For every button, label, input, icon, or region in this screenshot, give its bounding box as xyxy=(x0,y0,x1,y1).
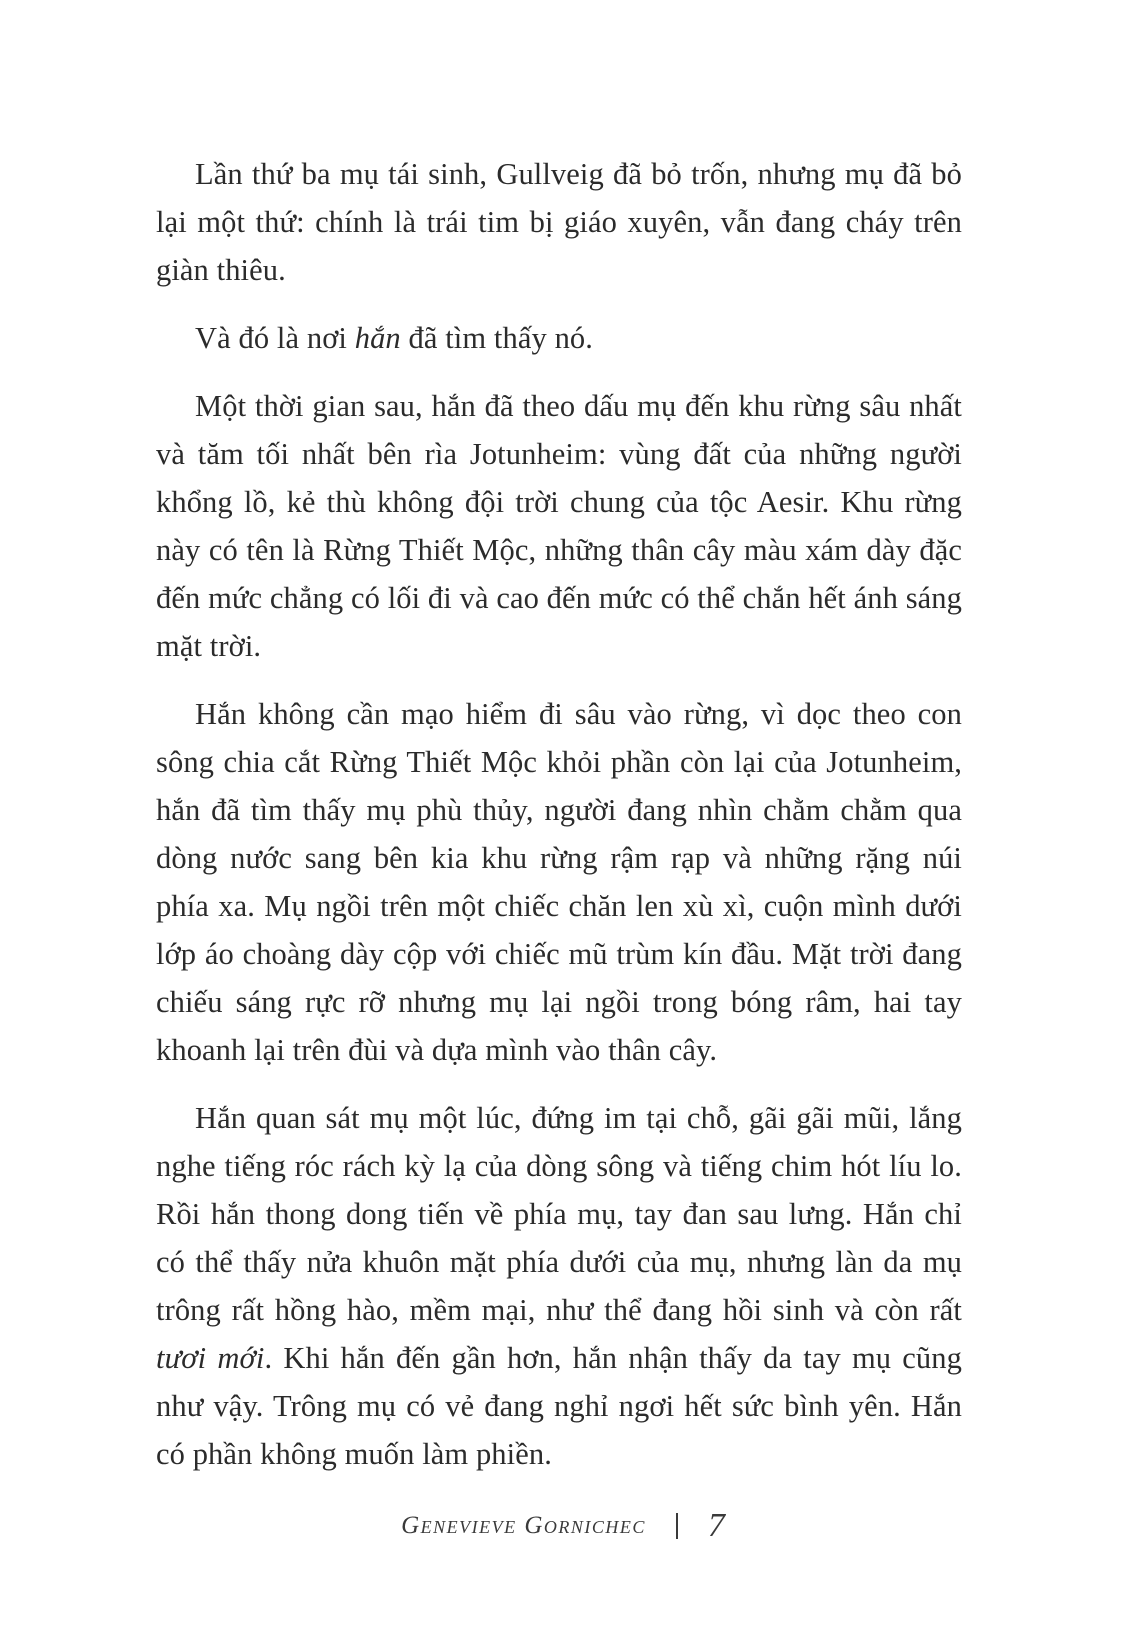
page-number: 7 xyxy=(707,1507,725,1544)
page-footer xyxy=(0,1507,1126,1545)
italic-emphasis: tươi mới xyxy=(156,1341,265,1375)
page-body xyxy=(156,150,962,1498)
footer-author: Genevieve Gornichec xyxy=(401,1512,646,1539)
paragraph-1: Lần thứ ba mụ tái sinh, Gullveig đã bỏ trốn, nhưng mụ đã bỏ lại một thứ: chính là trái tim bị giáo xuyên, vẫn đang cháy trên giàn thiêu. xyxy=(156,157,962,287)
italic-emphasis: hắn xyxy=(354,321,401,355)
paragraph-2: Và đó là nơi hắn đã tìm thấy nó. xyxy=(195,321,593,355)
paragraph-3: Một thời gian sau, hắn đã theo dấu mụ đến khu rừng sâu nhất và tăm tối nhất bên rìa Jotunheim: vùng đất của những người khổng lồ, kẻ thù không đội trời chung của tộc Aesir. Khu rừng này có tên là Rừng Thiết Mộc, những thân cây màu xám dày đặc đến mức chẳng có lối đi và cao đến mức có thể chắn hết ánh sáng mặt trời. xyxy=(156,389,962,663)
paragraph-4: Hắn không cần mạo hiểm đi sâu vào rừng, vì dọc theo con sông chia cắt Rừng Thiết Mộc khỏi phần còn lại của Jotunheim, hắn đã tìm thấy mụ phù thủy, người đang nhìn chằm chằm qua dòng nước sang bên kia khu rừng rậm rạp và những rặng núi phía xa. Mụ ngồi trên một chiếc chăn len xù xì, cuộn mình dưới lớp áo choàng dày cộp với chiếc mũ trùm kín đầu. Mặt trời đang chiếu sáng rực rỡ nhưng mụ lại ngồi trong bóng râm, hai tay khoanh lại trên đùi và dựa mình vào thân cây. xyxy=(156,697,962,1067)
paragraph-5: Hắn quan sát mụ một lúc, đứng im tại chỗ, gãi gãi mũi, lắng nghe tiếng róc rách kỳ lạ của dòng sông và tiếng chim hót líu lo. Rồi hắn thong dong tiến về phía mụ, tay đan sau lưng. Hắn chỉ có thể thấy nửa khuôn mặt phía dưới của mụ, nhưng làn da mụ trông rất hồng hào, mềm mại, như thể đang hồi sinh và còn rất tươi mới. Khi hắn đến gần hơn, hắn nhận thấy da tay mụ cũng như vậy. Trông mụ có vẻ đang nghỉ ngơi hết sức bình yên. Hắn có phần không muốn làm phiền. xyxy=(156,1101,962,1471)
footer-separator xyxy=(676,1513,678,1539)
